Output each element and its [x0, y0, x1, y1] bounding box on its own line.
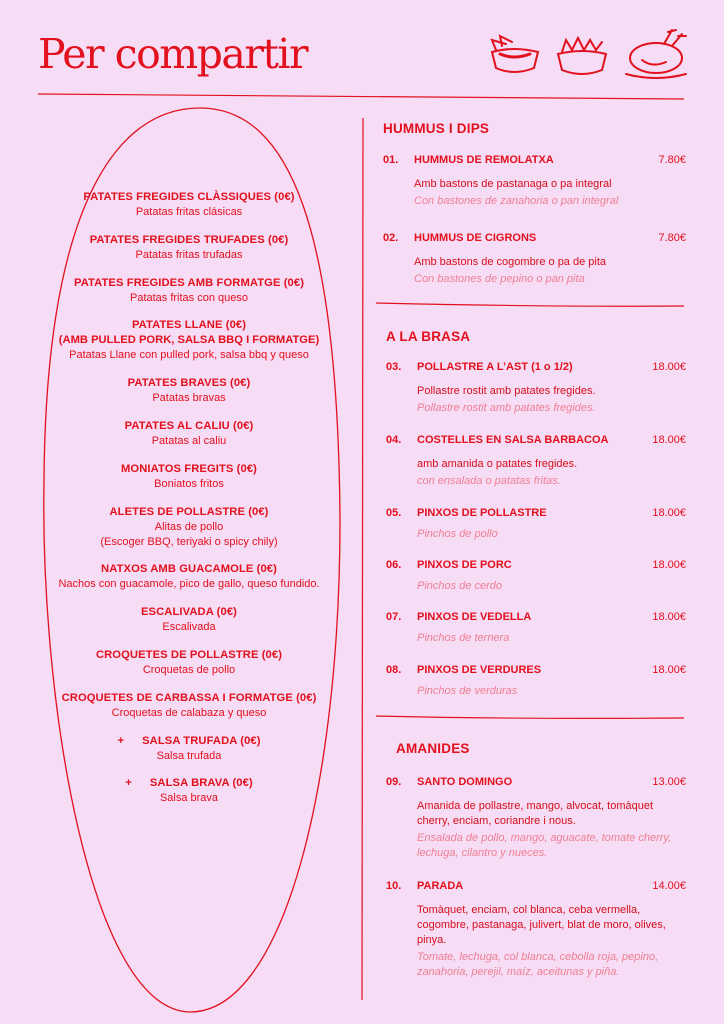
item-name: SANTO DOMINGO — [417, 776, 513, 788]
section-title: AMANIDES — [396, 741, 470, 756]
bowl-of-fries-icon — [558, 38, 606, 74]
item-name-text: CROQUETES DE POLLASTRE (0€) — [95, 648, 283, 661]
item-price: 7.80€ — [658, 232, 686, 244]
item-description: Alitas de pollo — [154, 520, 224, 533]
item-name — [36, 190, 342, 205]
item-name-text: PATATES FREGIDES TRUFADES (0€) — [89, 233, 289, 246]
item-name-text: SALSA BRAVA (0€) — [149, 777, 253, 790]
item-number: 05. — [386, 507, 402, 519]
item-name-text: PATATES LLANE (0€) — [131, 319, 247, 332]
menu-item — [386, 559, 686, 594]
list-item — [36, 776, 342, 806]
item-number: 04. — [386, 434, 402, 446]
item-description-spanish: Con bastones de zanahoria o pan integral — [414, 195, 619, 207]
list-item — [36, 190, 342, 220]
menu-item — [386, 880, 686, 980]
item-description-spanish: Ensalada de pollo, mango, aguacate, tomate cherry, lechuga, cilantro y nueces. — [417, 832, 672, 859]
item-name-text: PATATES BRAVES (0€) — [127, 377, 251, 390]
item-name: POLLASTRE A L’AST (1 o 1/2) — [417, 361, 573, 373]
item-description: Patatas Llane con pulled pork, salsa bbq y queso — [69, 349, 309, 362]
item-name — [36, 562, 342, 577]
item-price: 7.80€ — [658, 154, 686, 166]
item-description-spanish: Pollastre rostit amb patates fregides. — [417, 402, 596, 414]
item-name: PINXOS DE VERDURES — [417, 664, 542, 676]
menu-item — [383, 154, 686, 209]
item-description: Pollastre rostit amb patates fregides. — [417, 385, 596, 397]
item-description: Patatas al caliu — [151, 434, 227, 447]
item-name: PINXOS DE PORC — [417, 559, 512, 571]
item-number: 09. — [386, 776, 402, 788]
item-name-text: SALSA TRUFADA (0€) — [142, 734, 261, 747]
item-price: 18.00€ — [652, 434, 686, 446]
item-description-spanish: Pinchos de cerdo — [417, 580, 502, 592]
item-description: Croquetas de calabaza y queso — [111, 706, 267, 719]
item-number: 07. — [386, 611, 402, 623]
item-description: Amanida de pollastre, mango, alvocat, tomàquet cherry, enciam, coriandre i nous. — [417, 800, 654, 827]
item-name — [36, 691, 342, 706]
list-item — [36, 562, 342, 592]
item-name — [36, 419, 342, 434]
list-item — [36, 462, 342, 492]
list-item — [36, 734, 342, 764]
item-description-spanish: Pinchos de verduras — [417, 685, 518, 697]
item-description: Salsa trufada — [156, 749, 222, 762]
bowl-of-hummus-icon — [492, 36, 538, 72]
item-description: Tomàquet, enciam, col blanca, ceba vermella, cogombre, pastanaga, julivert, blat de moro, olives, pinya. — [417, 904, 666, 946]
item-price: 18.00€ — [652, 664, 686, 676]
item-price: 18.00€ — [652, 611, 686, 623]
item-price: 18.00€ — [652, 361, 686, 373]
section-title: A LA BRASA — [386, 329, 471, 344]
item-name-text: MONIATOS FREGITS (0€) — [121, 462, 257, 475]
list-item — [36, 691, 342, 721]
sharing-items-list — [36, 190, 342, 819]
item-name-text: NATXOS AMB GUACAMOLE (0€) — [101, 563, 277, 576]
item-price: 13.00€ — [652, 776, 686, 788]
item-description: Patatas fritas clásicas — [135, 206, 243, 218]
item-description-spanish: Con bastones de pepino o pan pita — [414, 273, 585, 285]
item-number: 10. — [386, 880, 402, 892]
item-price: 18.00€ — [652, 559, 686, 571]
item-description-spanish: Tomate, lechuga, col blanca, cebolla roja, pepino, zanahoria, perejil, maíz, aceitunas y piña. — [417, 951, 659, 978]
item-description-spanish: con ensalada o patatas fritas. — [417, 475, 561, 487]
item-price: 14.00€ — [652, 880, 686, 892]
item-description: Patatas fritas trufadas — [135, 248, 243, 261]
item-description-spanish: Pinchos de ternera — [417, 632, 510, 644]
item-description: Nachos con guacamole, pico de gallo, queso fundido. — [58, 578, 320, 591]
item-name-text: ALETES DE POLLASTRE (0€) — [109, 505, 269, 518]
list-item — [36, 505, 342, 550]
item-name — [36, 776, 342, 791]
item-name — [36, 462, 342, 477]
item-name: COSTELLES EN SALSA BARBACOA — [417, 434, 609, 446]
list-item — [36, 419, 342, 449]
item-name: PARADA — [417, 880, 464, 892]
plus-sign: + — [117, 734, 125, 747]
menu-item — [386, 776, 686, 861]
item-description: Amb bastons de pastanaga o pa integral — [414, 178, 612, 190]
menu-item — [383, 232, 686, 287]
list-item — [36, 376, 342, 406]
page-title: Per compartir — [38, 30, 308, 78]
list-item — [36, 648, 342, 678]
item-price: 18.00€ — [652, 507, 686, 519]
item-name — [36, 318, 342, 333]
item-name — [36, 276, 342, 291]
item-name — [36, 648, 342, 663]
menu-item — [386, 611, 686, 646]
item-name — [36, 734, 342, 749]
menu-item — [386, 434, 686, 489]
item-description: Patatas bravas — [152, 392, 226, 405]
item-name: HUMMUS DE CIGRONS — [414, 232, 537, 244]
item-number: 06. — [386, 559, 402, 571]
item-number: 08. — [386, 664, 402, 676]
item-description-spanish: Pinchos de pollo — [417, 528, 498, 540]
item-name-detail: (AMB PULLED PORK, SALSA BBQ I FORMATGE) — [58, 334, 320, 347]
list-item — [36, 605, 342, 635]
item-description: Escalivada — [162, 621, 216, 634]
item-description: amb amanida o patates fregides. — [417, 458, 578, 470]
item-name — [36, 233, 342, 248]
item-description: Croquetas de pollo — [142, 663, 236, 676]
item-description: Salsa brava — [159, 792, 219, 805]
section-title: HUMMUS I DIPS — [383, 121, 490, 136]
item-name — [36, 605, 342, 620]
list-item — [36, 233, 342, 263]
item-name: HUMMUS DE REMOLATXA — [414, 154, 554, 166]
roast-chicken-icon — [626, 30, 686, 78]
item-description: Amb bastons de cogombre o pa de pita — [414, 256, 607, 268]
list-item — [36, 318, 342, 363]
item-name-text: PATATES AL CALIU (0€) — [124, 419, 254, 432]
list-item — [36, 276, 342, 306]
menu-item — [386, 507, 686, 542]
plus-sign: + — [125, 777, 132, 790]
item-name-text: PATATES FREGIDES AMB FORMATGE (0€) — [73, 276, 305, 289]
menu-item — [386, 361, 686, 416]
item-name — [36, 505, 342, 520]
item-description-note: (Escoger BBQ, teriyaki o spicy chily) — [100, 535, 278, 548]
item-number: 03. — [386, 361, 402, 373]
item-name: PINXOS DE POLLASTRE — [417, 507, 547, 519]
item-number: 02. — [383, 232, 399, 244]
item-name-text: PATATES FREGIDES CLÀSSIQUES (0€) — [83, 191, 295, 203]
header-illustrations — [486, 26, 696, 82]
item-description: Boniatos fritos — [154, 477, 224, 490]
item-name — [36, 376, 342, 391]
item-name-text: ESCALIVADA (0€) — [141, 606, 237, 619]
item-number: 01. — [383, 154, 399, 166]
item-description: Patatas fritas con queso — [129, 291, 248, 304]
item-name-text: CROQUETES DE CARBASSA I FORMATGE (0€) — [61, 691, 317, 704]
menu-item — [386, 664, 686, 699]
item-name: PINXOS DE VEDELLA — [417, 611, 532, 623]
